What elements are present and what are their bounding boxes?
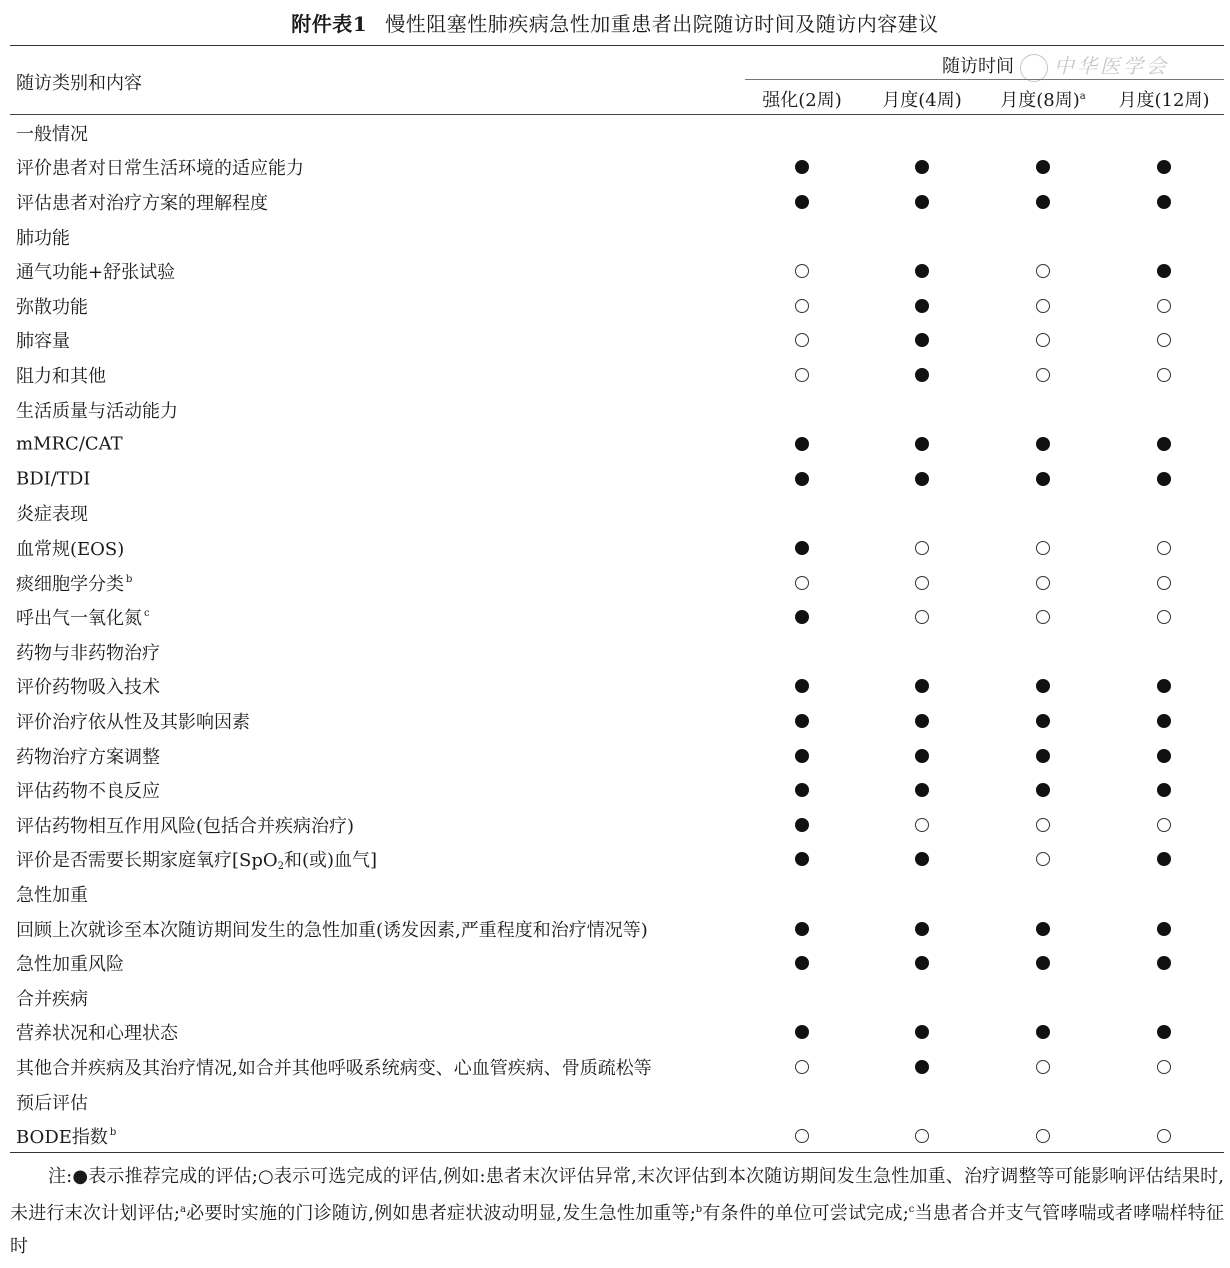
table-row (0, 531, 1230, 566)
row-label (16, 362, 106, 388)
row-label-text: 急性加重 (16, 884, 88, 906)
note-b: 有条件的单位可尝试完成; (702, 1203, 909, 1224)
optional-circle-icon (915, 818, 929, 832)
table-row (0, 808, 1230, 843)
row-label (16, 434, 123, 455)
table-row (0, 185, 1230, 220)
recommended-dot-icon (795, 437, 809, 451)
optional-circle-icon (1157, 299, 1171, 313)
recommended-dot-icon (795, 610, 809, 624)
optional-circle-icon (1036, 576, 1050, 590)
table-row (0, 773, 1230, 808)
recommended-dot-icon (1036, 714, 1050, 728)
optional-circle-icon (1157, 1060, 1171, 1074)
row-label-sup: b (126, 573, 133, 585)
table-row (0, 946, 1230, 981)
row-label-sub: 2 (277, 861, 285, 873)
table-row (0, 600, 1230, 635)
category-label (16, 224, 70, 250)
optional-circle-icon (1036, 610, 1050, 624)
row-label-text: 评价药物吸入技术 (16, 677, 160, 699)
top-rule (10, 45, 1224, 46)
recommended-dot-icon (915, 922, 929, 936)
table-row (0, 358, 1230, 393)
row-label (16, 708, 250, 734)
category-label (16, 639, 160, 665)
category-row (0, 877, 1230, 912)
note-sup-b: b (695, 1204, 703, 1215)
column-header (762, 86, 842, 112)
category-row (0, 981, 1230, 1016)
watermark-logo (1020, 50, 1169, 82)
row-label-text: 肺功能 (16, 227, 70, 249)
row-label-text: BODE指数 (16, 1127, 108, 1149)
optional-circle-icon (795, 264, 809, 278)
optional-circle-icon (795, 299, 809, 313)
recommended-dot-icon (1157, 437, 1171, 451)
header-sub-rule (745, 79, 1224, 80)
note-a: 必要时实施的门诊随访,例如患者症状波动明显,发生急性加重等; (185, 1203, 696, 1224)
recommended-dot-icon (1157, 264, 1171, 278)
optional-circle-icon (1036, 818, 1050, 832)
row-label-text: 合并疾病 (16, 988, 88, 1010)
optional-circle-icon (1036, 333, 1050, 347)
table-row (0, 842, 1230, 877)
recommended-dot-icon (1157, 195, 1171, 209)
recommended-dot-icon (915, 956, 929, 970)
optional-circle-icon (915, 541, 929, 555)
recommended-dot-icon (915, 783, 929, 797)
table-row (0, 565, 1230, 600)
category-label (16, 985, 88, 1011)
recommended-dot-icon (1036, 749, 1050, 763)
recommended-dot-icon (915, 472, 929, 486)
category-row (0, 219, 1230, 254)
recommended-dot-icon (1036, 679, 1050, 693)
optional-circle-icon (1036, 1129, 1050, 1143)
row-label (16, 189, 268, 215)
category-label (16, 881, 88, 907)
row-label-text: 阻力和其他 (16, 365, 106, 387)
note-main: 注:●表示推荐完成的评估;○表示可选完成的评估,例如:患者末次评估异常,末次评估到本次随访期间发生急性加重、治疗调整等可能影响评估结果时,未进行末次计划评估; (10, 1166, 1224, 1224)
recommended-dot-icon (915, 714, 929, 728)
table-row (0, 1050, 1230, 1085)
recommended-dot-icon (915, 368, 929, 382)
recommended-dot-icon (1036, 195, 1050, 209)
recommended-dot-icon (1157, 852, 1171, 866)
optional-circle-icon (915, 1129, 929, 1143)
table-title (0, 8, 1230, 37)
recommended-dot-icon (1036, 922, 1050, 936)
recommended-dot-icon (915, 299, 929, 313)
table-label: 附件表1 (291, 12, 368, 36)
optional-circle-icon (1157, 368, 1171, 382)
recommended-dot-icon (915, 333, 929, 347)
optional-circle-icon (1157, 541, 1171, 555)
row-label-sup: b (109, 1127, 117, 1139)
optional-circle-icon (795, 333, 809, 347)
note-c: 当患者合并支气管哮喘或者哮喘样特征时 (10, 1203, 1224, 1257)
optional-circle-icon (1036, 541, 1050, 555)
table-row (0, 1119, 1230, 1154)
row-label-text: 通气功能+舒张试验 (16, 262, 176, 284)
recommended-dot-icon (795, 714, 809, 728)
column-header-sup: a (1079, 91, 1086, 102)
column-header (882, 86, 962, 112)
row-label-text: 评估患者对治疗方案的理解程度 (16, 192, 268, 214)
table-row (0, 738, 1230, 773)
category-label (16, 1089, 88, 1115)
optional-circle-icon (1157, 576, 1171, 590)
watermark-text: 中华医学会 (1054, 54, 1169, 78)
optional-circle-icon (795, 1060, 809, 1074)
recommended-dot-icon (795, 749, 809, 763)
category-label (16, 120, 88, 146)
table-row (0, 1015, 1230, 1050)
table-row (0, 323, 1230, 358)
note-sup-c: c (908, 1204, 915, 1215)
table-row (0, 254, 1230, 289)
recommended-dot-icon (1157, 472, 1171, 486)
recommended-dot-icon (915, 437, 929, 451)
column-header-text: 月度(12周) (1118, 90, 1210, 111)
optional-circle-icon (1036, 1060, 1050, 1074)
column-header-text: 月度(8周) (1000, 90, 1080, 111)
row-label-text: 评价治疗依从性及其影响因素 (16, 711, 250, 733)
optional-circle-icon (1157, 333, 1171, 347)
row-label (16, 846, 377, 872)
category-row (0, 1084, 1230, 1119)
recommended-dot-icon (1157, 160, 1171, 174)
row-label (16, 535, 124, 561)
row-label (16, 673, 160, 699)
recommended-dot-icon (795, 852, 809, 866)
optional-circle-icon (1157, 610, 1171, 624)
recommended-dot-icon (1036, 472, 1050, 486)
category-row (0, 496, 1230, 531)
recommended-dot-icon (1036, 160, 1050, 174)
recommended-dot-icon (1157, 922, 1171, 936)
recommended-dot-icon (915, 1025, 929, 1039)
row-label-text: 药物治疗方案调整 (16, 746, 160, 768)
table-row (0, 669, 1230, 704)
recommended-dot-icon (795, 1025, 809, 1039)
recommended-dot-icon (1157, 749, 1171, 763)
recommended-dot-icon (795, 956, 809, 970)
recommended-dot-icon (915, 749, 929, 763)
recommended-dot-icon (915, 264, 929, 278)
row-label (16, 154, 304, 180)
row-label-text: 其他合并疾病及其治疗情况,如合并其他呼吸系统病变、心血管疾病、骨质疏松等 (16, 1057, 652, 1079)
category-label (16, 500, 88, 526)
optional-circle-icon (795, 1129, 809, 1143)
row-label-text: 一般情况 (16, 123, 88, 145)
row-label (16, 258, 175, 284)
optional-circle-icon (795, 368, 809, 382)
row-label-text: BDI/TDI (16, 468, 91, 490)
table-note (10, 1160, 1224, 1263)
category-row (0, 116, 1230, 151)
row-label-text: 生活质量与活动能力 (16, 400, 178, 422)
column-header-text: 月度(4周) (882, 90, 962, 111)
optional-circle-icon (795, 576, 809, 590)
optional-circle-icon (1157, 818, 1171, 832)
note-sup-a: a (179, 1204, 186, 1215)
optional-circle-icon (915, 576, 929, 590)
row-label (16, 293, 88, 319)
recommended-dot-icon (795, 783, 809, 797)
row-label-text: mMRC/CAT (16, 433, 123, 455)
recommended-dot-icon (1157, 783, 1171, 797)
recommended-dot-icon (795, 541, 809, 555)
column-header (1000, 86, 1085, 112)
table-row (0, 462, 1230, 497)
category-label (16, 397, 178, 423)
row-label (16, 604, 150, 630)
recommended-dot-icon (795, 922, 809, 936)
optional-circle-icon (1036, 264, 1050, 278)
column-header-text: 强化(2周) (762, 90, 842, 111)
category-row (0, 635, 1230, 670)
row-label (16, 743, 160, 769)
optional-circle-icon (1036, 299, 1050, 313)
recommended-dot-icon (1157, 714, 1171, 728)
optional-circle-icon (1157, 1129, 1171, 1143)
row-label (16, 327, 70, 353)
row-label (16, 950, 124, 976)
table-row (0, 704, 1230, 739)
row-label (16, 1019, 178, 1045)
row-label (16, 468, 90, 489)
row-label-text: 评价是否需要长期家庭氧疗[SpO (16, 850, 278, 872)
row-label-text: 血常规(EOS) (16, 538, 125, 560)
recommended-dot-icon (795, 679, 809, 693)
row-label (16, 812, 354, 838)
row-label-text: 营养状况和心理状态 (16, 1023, 178, 1045)
optional-circle-icon (915, 610, 929, 624)
row-label-text: 呼出气一氧化氮 (16, 608, 142, 630)
row-label-sup: c (144, 608, 150, 620)
row-label-text: 评价患者对日常生活环境的适应能力 (16, 158, 304, 180)
recommended-dot-icon (795, 472, 809, 486)
row-label-text: 药物与非药物治疗 (16, 642, 160, 664)
recommended-dot-icon (1036, 1025, 1050, 1039)
row-label (16, 916, 648, 942)
column-header (1119, 86, 1210, 112)
recommended-dot-icon (1157, 956, 1171, 970)
row-label-text: 炎症表现 (16, 504, 88, 526)
table-row (0, 289, 1230, 324)
row-label (16, 1123, 116, 1149)
row-label-text: 痰细胞学分类 (16, 573, 124, 595)
row-label (16, 1054, 652, 1080)
row-label-text: 评估药物相互作用风险(包括合并疾病治疗) (16, 815, 355, 837)
row-label-tail: 和(或)血气] (284, 850, 378, 872)
recommended-dot-icon (1157, 679, 1171, 693)
row-label (16, 777, 160, 803)
table-row (0, 150, 1230, 185)
row-label-text: 肺容量 (16, 331, 70, 353)
recommended-dot-icon (915, 852, 929, 866)
header-item-column: 随访类别和内容 (16, 73, 142, 94)
recommended-dot-icon (1036, 956, 1050, 970)
bottom-rule (10, 1152, 1224, 1153)
recommended-dot-icon (795, 818, 809, 832)
recommended-dot-icon (915, 679, 929, 693)
recommended-dot-icon (1036, 783, 1050, 797)
row-label (16, 570, 132, 596)
recommended-dot-icon (915, 160, 929, 174)
table-caption: 慢性阻塞性肺疾病急性加重患者出院随访时间及随访内容建议 (385, 12, 939, 36)
recommended-dot-icon (915, 195, 929, 209)
recommended-dot-icon (795, 160, 809, 174)
category-row (0, 392, 1230, 427)
row-label-text: 预后评估 (16, 1092, 88, 1114)
row-label-text: 弥散功能 (16, 296, 88, 318)
row-label-text: 评估药物不良反应 (16, 781, 160, 803)
table-row (0, 427, 1230, 462)
header-followup-time: 随访时间 (942, 56, 1014, 77)
row-label-text: 回顾上次就诊至本次随访期间发生的急性加重(诱发因素,严重程度和治疗情况等) (16, 919, 648, 941)
optional-circle-icon (1036, 852, 1050, 866)
optional-circle-icon (1036, 368, 1050, 382)
recommended-dot-icon (915, 1060, 929, 1074)
recommended-dot-icon (1157, 1025, 1171, 1039)
row-label-text: 急性加重风险 (16, 954, 124, 976)
recommended-dot-icon (795, 195, 809, 209)
recommended-dot-icon (1036, 437, 1050, 451)
watermark-seal-icon (1020, 54, 1048, 82)
table-row (0, 911, 1230, 946)
